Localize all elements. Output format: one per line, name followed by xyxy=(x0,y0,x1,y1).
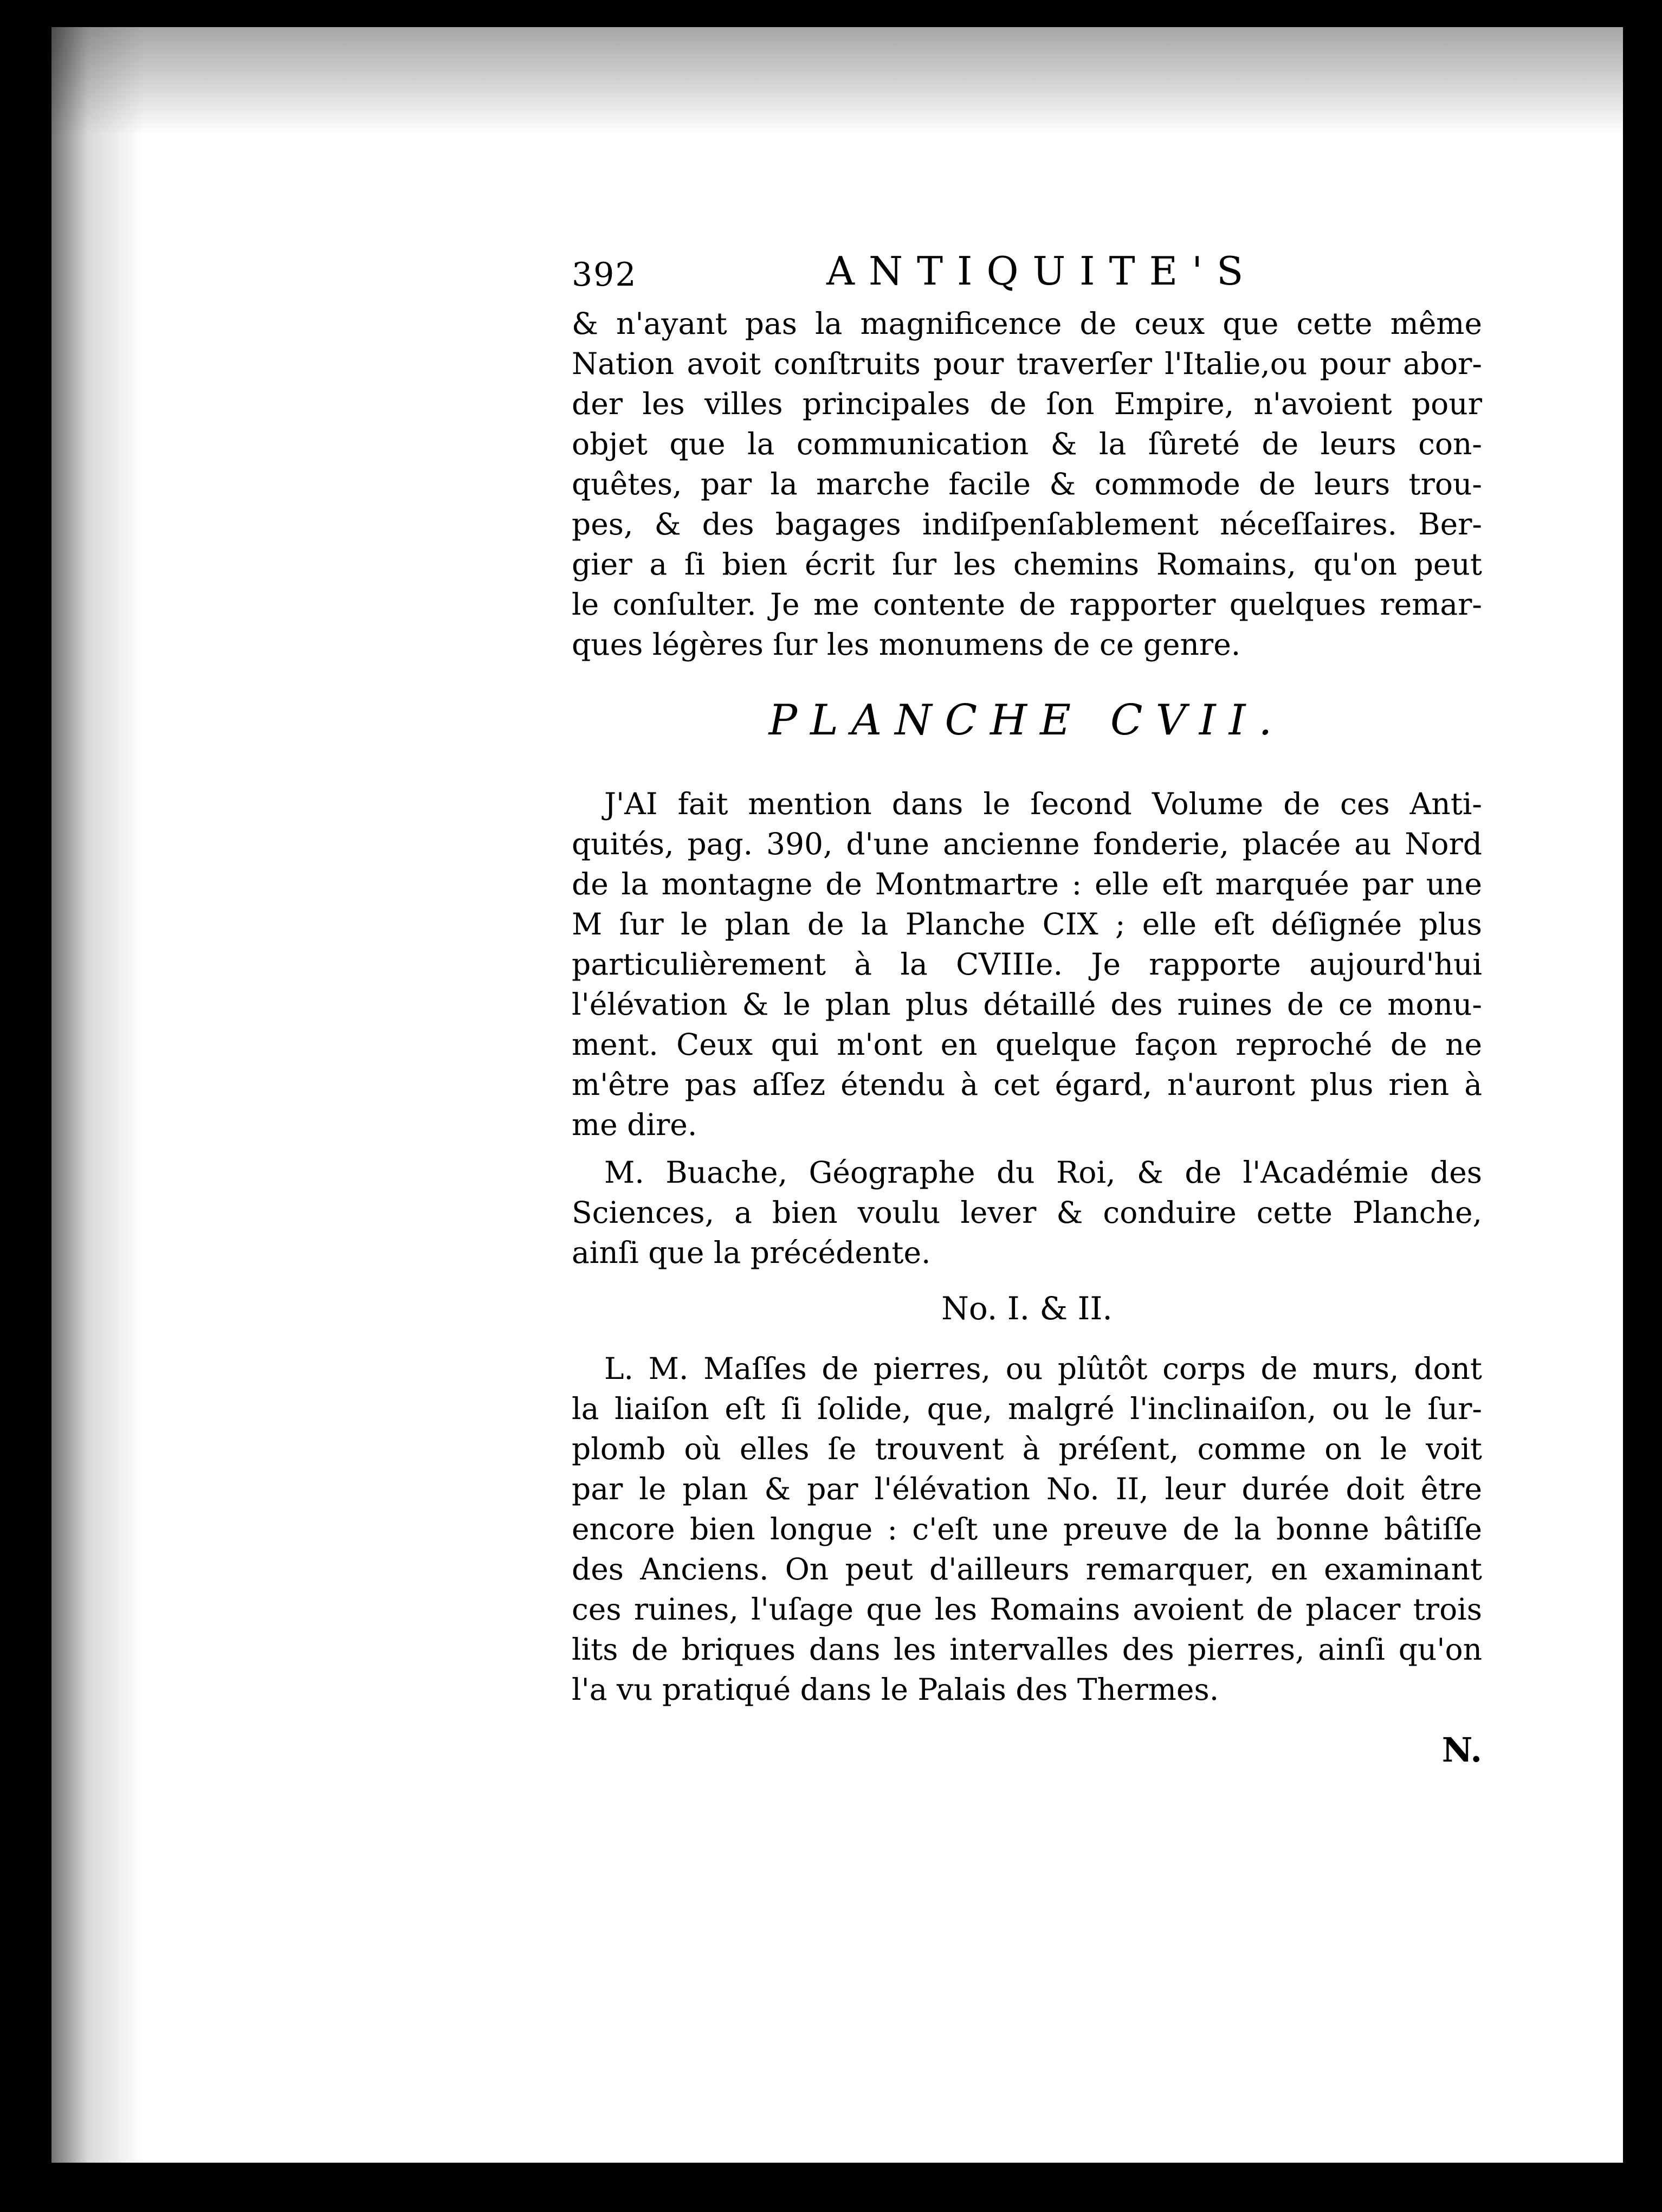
paragraph-3 xyxy=(572,1349,1482,1710)
text-line: l'élévation & le plan plus détaillé des ruines de ce monu- xyxy=(572,987,1482,1022)
text-line: objet que la communication & la ſûreté de leurs con- xyxy=(572,427,1482,461)
running-head: ANTIQUITE'S xyxy=(826,248,1258,294)
text-line: ces ruines, l'uſage que les Romains avoient de placer trois xyxy=(572,1592,1482,1627)
text-line: M. Buache, Géographe du Roi, & de l'Académie des xyxy=(604,1155,1482,1190)
text-line: M ſur le plan de la Planche CIX ; elle eſt déſignée plus xyxy=(572,907,1482,941)
text-line: par le plan & par l'élévation No. II, leur durée doit être xyxy=(572,1472,1482,1506)
text-line: gier a ſi bien écrit ſur les chemins Romains, qu'on peut xyxy=(572,547,1482,582)
book-page xyxy=(51,27,1623,2163)
text-line: quêtes, par la marche facile & commode de leurs trou- xyxy=(572,467,1482,501)
text-line: Nation avoit conſtruits pour traverſer l'Italie,ou pour abor- xyxy=(572,346,1482,381)
text-line: ainſi que la précédente. xyxy=(572,1235,931,1270)
text-line: ques légères ſur les monumens de ce genre. xyxy=(572,627,1241,662)
text-line: encore bien longue : c'eſt une preuve de la bonne bâtiſſe xyxy=(572,1512,1482,1546)
text-block xyxy=(572,244,1482,1770)
text-line: m'être pas aſſez étendu à cet égard, n'auront plus rien à xyxy=(572,1067,1482,1102)
page-header xyxy=(572,244,1482,304)
page-number: 392 xyxy=(572,256,637,294)
text-line: la liaiſon eſt ſi ſolide, que, malgré l'inclinaiſon, ou le ſur- xyxy=(572,1391,1482,1426)
text-line: quités, pag. 390, d'une ancienne fonderie, placée au Nord xyxy=(572,827,1482,861)
intro-paragraph xyxy=(572,304,1482,665)
text-line: pes, & des bagages indiſpenſablement néceſſaires. Ber- xyxy=(572,507,1482,541)
text-line: le conſulter. Je me contente de rapporter quelques remar- xyxy=(572,587,1482,622)
text-line: ment. Ceux qui m'ont en quelque façon reproché de ne xyxy=(572,1027,1482,1062)
text-line: particulièrement à la CVIIIe. Je rapporte aujourd'hui xyxy=(572,947,1482,982)
text-line: J'AI fait mention dans le ſecond Volume de ces Anti- xyxy=(604,786,1482,821)
text-line: L. M. Maſſes de pierres, ou plûtôt corps de murs, dont xyxy=(604,1351,1482,1386)
subheading: No. I. & II. xyxy=(941,1290,1113,1327)
text-line: plomb où elles ſe trouvent à préſent, comme on le voit xyxy=(572,1431,1482,1466)
text-line: & n'ayant pas la magnificence de ceux que cette même xyxy=(572,306,1482,341)
text-line: Sciences, a bien voulu lever & conduire cette Planche, xyxy=(572,1195,1482,1230)
section-heading: PLANCHE CVII. xyxy=(768,696,1285,745)
text-line: der les villes principales de ſon Empire, n'avoient pour xyxy=(572,386,1482,421)
text-line: de la montagne de Montmartre : elle eſt marquée par une xyxy=(572,867,1482,901)
text-line: l'a vu pratiqué dans le Palais des Thermes. xyxy=(572,1672,1219,1707)
scan-shadow-left xyxy=(51,27,144,2163)
text-line: me dire. xyxy=(572,1107,697,1142)
text-line: lits de briques dans les intervalles des pierres, ainſi qu'on xyxy=(572,1632,1482,1667)
catchword: N. xyxy=(1441,1730,1482,1770)
text-line: des Anciens. On peut d'ailleurs remarquer, en examinant xyxy=(572,1552,1482,1587)
paragraph-2 xyxy=(572,1152,1482,1273)
scan-shadow-top xyxy=(51,27,1623,136)
paragraph-1 xyxy=(572,784,1482,1145)
